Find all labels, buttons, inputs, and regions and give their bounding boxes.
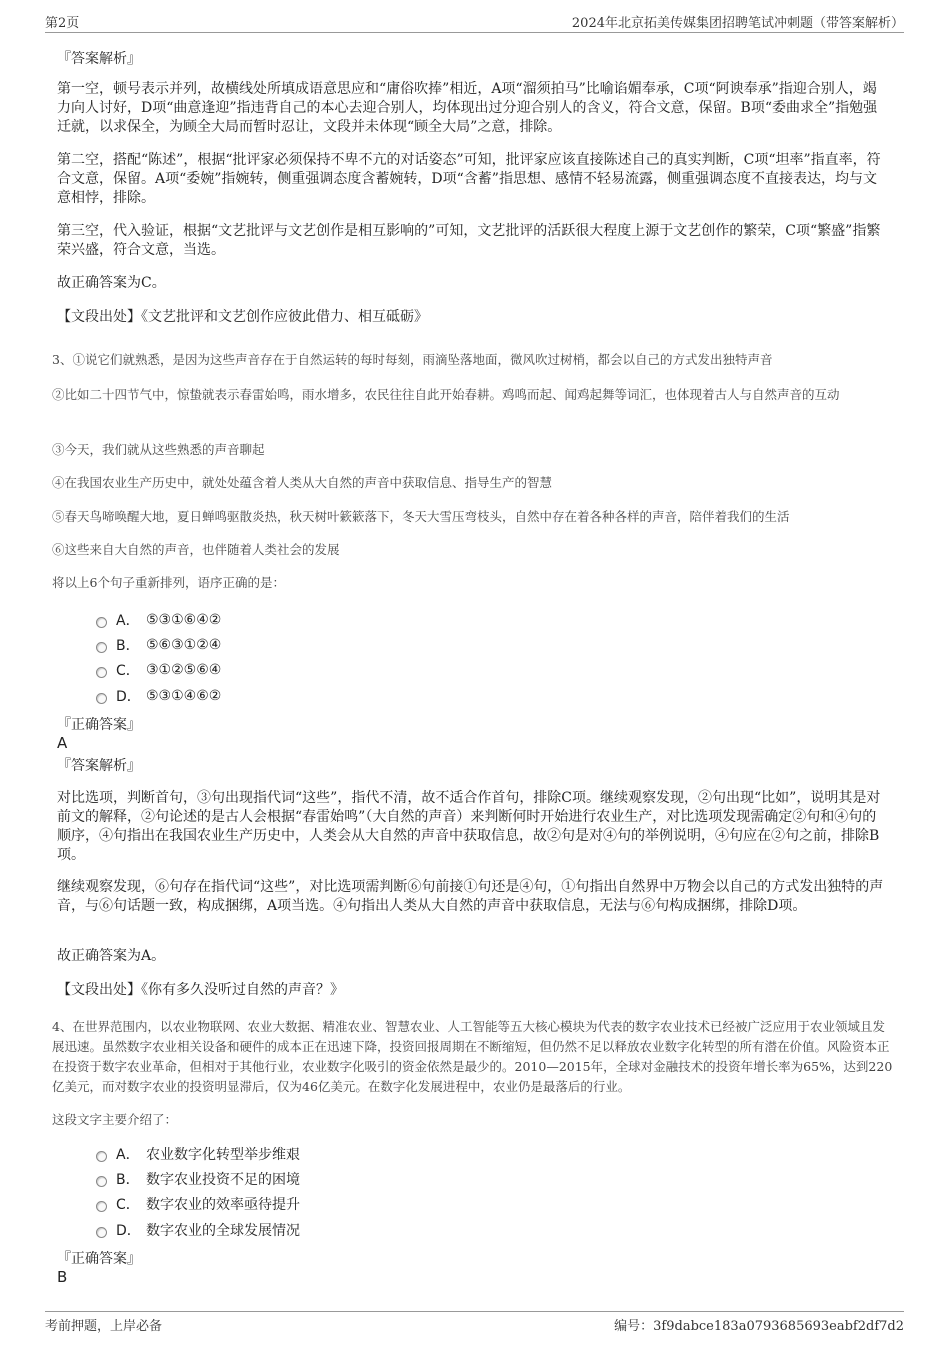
option-a[interactable]: A． ⑤③①⑥④② xyxy=(96,610,221,630)
option-c[interactable]: C． 数字农业的效率亟待提升 xyxy=(96,1194,300,1214)
option-a[interactable]: A． 农业数字化转型举步维艰 xyxy=(96,1144,300,1164)
page-number: 第2页 xyxy=(45,16,80,31)
option-b[interactable]: B． 数字农业投资不足的困境 xyxy=(96,1169,300,1189)
option-d[interactable]: D． ⑤③①④⑥② xyxy=(96,686,221,706)
correct-answer: B xyxy=(57,1268,68,1286)
correct-answer: A xyxy=(57,734,68,752)
radio-button[interactable] xyxy=(96,1227,107,1238)
question-sentence: ④在我国农业生产历史中，就处处蕴含着人类从大自然的声音中获取信息、指导生产的智慧 xyxy=(52,475,553,490)
option-text: ③①②⑤⑥④ xyxy=(146,662,222,678)
correct-answer-label: 『正确答案』 xyxy=(57,1251,141,1267)
option-text: 数字农业的全球发展情况 xyxy=(146,1223,300,1239)
option-text: 数字农业投资不足的困境 xyxy=(146,1172,300,1188)
question-sentence: 3、①说它们就熟悉，是因为这些声音存在于自然运转的每时每刻，雨滴坠落地面，微风吹过树梢，都会以自己的方式发出独特声音 xyxy=(52,352,773,367)
option-b[interactable]: B． ⑤⑥③①②④ xyxy=(96,635,221,655)
radio-button[interactable] xyxy=(96,1201,107,1212)
radio-button[interactable] xyxy=(96,693,107,704)
analysis-label: 『答案解析』 xyxy=(57,758,141,774)
passage-source: 【文段出处】《文艺批评和文艺创作应彼此借力、相互砥砺》 xyxy=(57,309,428,325)
question-sentence: ⑥这些来自大自然的声音，也伴随着人类社会的发展 xyxy=(52,542,340,557)
analysis-paragraph: 第二空，搭配“陈述”，根据“批评家必须保持不卑不亢的对话姿态”可知，批评家应该直接陈述自己的真实判断，C项“坦率”指直率，符合文意，保留。A项“委婉”指婉转，侧重强调态度含蓄婉转，D项“含蓄”指思想、感情不轻易流露，侧重强调态度不直接表达，均与文意相悖，排除。 xyxy=(57,152,881,206)
option-text: 农业数字化转型举步维艰 xyxy=(146,1147,300,1163)
analysis-paragraph: 第三空，代入验证，根据“文艺批评与文艺创作是相互影响的”可知，文艺批评的活跃很大程度上源于文艺创作的繁荣，C项“繁盛”指繁荣兴盛，符合文意，当选。 xyxy=(57,223,881,258)
radio-button[interactable] xyxy=(96,1151,107,1162)
correct-answer-conclusion: 故正确答案为A。 xyxy=(57,948,166,964)
question-sentence: ⑤春天鸟啼唤醒大地，夏日蝉鸣驱散炎热，秋天树叶簌簌落下，冬天大雪压弯枝头，自然中存在着各种各样的声音，陪伴着我们的生活 xyxy=(52,509,790,524)
option-text: ⑤③①④⑥② xyxy=(146,688,222,704)
radio-button[interactable] xyxy=(96,642,107,653)
radio-button[interactable] xyxy=(96,617,107,628)
footer-slogan: 考前押题，上岸必备 xyxy=(45,1319,163,1334)
option-text: ⑤③①⑥④② xyxy=(146,612,222,628)
question-prompt: 将以上6个句子重新排列，语序正确的是： xyxy=(52,575,285,590)
question-sentence: ②比如二十四节气中，惊蛰就表示春雷始鸣，雨水增多，农民往往自此开始春耕。鸡鸣而起、闻鸡起舞等词汇，也体现着古人与自然声音的互动 xyxy=(52,387,840,402)
analysis-paragraph: 第一空，顿号表示并列，故横线处所填成语意思应和“庸俗吹捧”相近，A项“溜须拍马”比喻谄媚奉承，C项“阿谀奉承”指迎合别人，竭力向人讨好，D项“曲意逢迎”指违背自己的本心去迎合别人，均体现出过分迎合别人的含义，符合文意，保留。B项“委曲求全”指勉强迁就，以求保全，为顾全大局而暂时忍让，文段并未体现“顾全大局”之意，排除。 xyxy=(57,81,878,135)
document-id: 编号：3f9dabce183a0793685693eabf2df7d2 xyxy=(614,1319,904,1334)
analysis-label: 『答案解析』 xyxy=(57,51,141,67)
question-stem: 4、在世界范围内，以农业物联网、农业大数据、精准农业、智慧农业、人工智能等五大核心模块为代表的数字农业技术已经被广泛应用于农业领域且发展迅速。虽然数字农业相关设备和硬件的成本正在迅速下降，投资回报周期在不断缩短，但仍然不足以释放农业数字化转型的所有潜在价值。风险资本正在投资于数字农业革命，但相对于其他行业，农业数字化吸引的资金依然是最少的。2010—2015年，全球对金融技术的投资年增长率为65%，达到220亿美元，而对数字农业的投资明显滞后，仅为46亿美元。在数字化发展进程中，农业仍是最落后的行业。 xyxy=(52,1019,893,1094)
passage-source: 【文段出处】《你有多久没听过自然的声音？》 xyxy=(57,982,344,998)
option-text: 数字农业的效率亟待提升 xyxy=(146,1197,300,1213)
question-sentence: ③今天，我们就从这些熟悉的声音聊起 xyxy=(52,442,265,457)
question-prompt: 这段文字主要介绍了： xyxy=(52,1112,178,1127)
option-d[interactable]: D． 数字农业的全球发展情况 xyxy=(96,1220,300,1240)
radio-button[interactable] xyxy=(96,667,107,678)
correct-answer-conclusion: 故正确答案为C。 xyxy=(57,275,166,291)
analysis-paragraph: 对比选项，判断首句，③句出现指代词“这些”，指代不清，故不适合作首句，排除C项。继续观察发现，②句出现“比如”，说明其是对前文的解释，②句论述的是古人会根据“春雷始鸣”（大自然的声音）来判断何时开始进行农业生产，对比选项发现需确定②句和④句的顺序，④句指出在我国农业生产历史中，人类会从大自然的声音中获取信息，故②句是对④句的举例说明，④句应在②句之前，排除B项。 xyxy=(57,790,881,863)
page-header xyxy=(45,12,904,33)
page-footer xyxy=(45,1311,904,1334)
document-title: 2024年北京拓美传媒集团招聘笔试冲刺题（带答案解析） xyxy=(571,16,904,31)
radio-button[interactable] xyxy=(96,1176,107,1187)
analysis-paragraph: 继续观察发现，⑥句存在指代词“这些”，对比选项需判断⑥句前接①句还是④句，①句指出自然界中万物会以自己的方式发出独特的声音，与⑥句话题一致，构成捆绑，A项当选。④句指出人类从大自然的声音中获取信息，无法与⑥句构成捆绑，排除D项。 xyxy=(57,879,884,914)
option-text: ⑤⑥③①②④ xyxy=(146,637,222,653)
option-c[interactable]: C． ③①②⑤⑥④ xyxy=(96,660,221,680)
correct-answer-label: 『正确答案』 xyxy=(57,717,141,733)
